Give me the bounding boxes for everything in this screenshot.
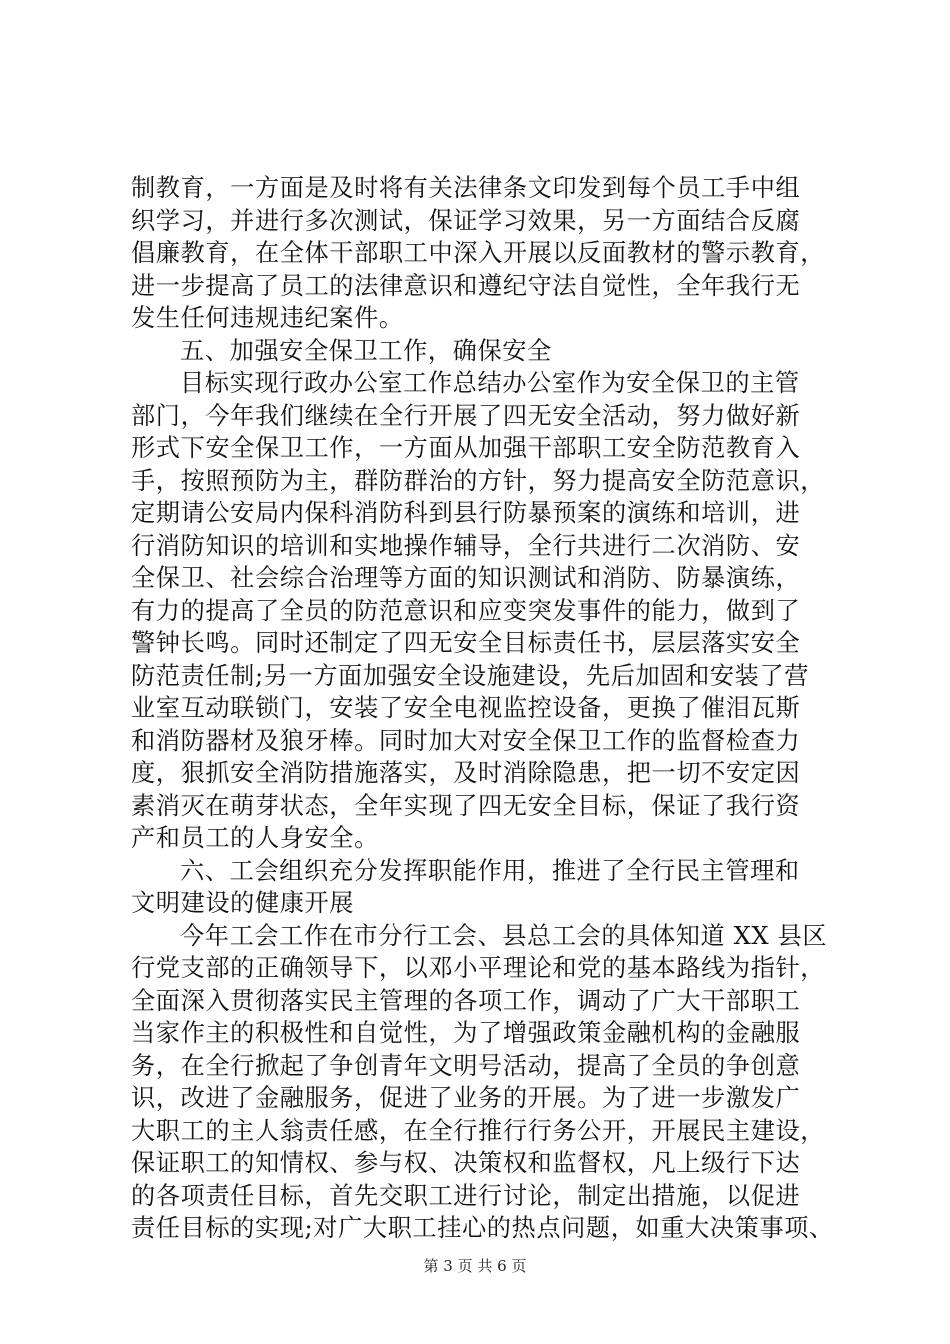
text-line: 织学习，并进行多次测试，保证学习效果，另一方面结合反腐: [131, 206, 801, 235]
section-heading-6: 六、工会组织充分发挥职能作用，推进了全行民主管理和: [180, 856, 800, 885]
text-line: 业室互动联锁门，安装了安全电视监控设备，更换了催泪瓦斯: [131, 694, 801, 722]
text-line: 行党支部的正确领导下，以邓小平理论和党的基本路线为指针，: [131, 954, 826, 982]
text-line: 有力的提高了全员的防范意识和应变突发事件的能力，做到了: [131, 596, 801, 625]
text-line: 保证职工的知情权、参与权、决策权和监督权，凡上级行下达: [131, 1149, 801, 1177]
text-line: 进一步提高了员工的法律意识和遵纪守法自觉性，全年我行无: [131, 271, 801, 300]
text-line: 全保卫、社会综合治理等方面的知识测试和消防、防暴演练，: [131, 564, 801, 592]
page-number-footer: 第 3 页 共 6 页: [423, 1257, 527, 1275]
text-line: 警钟长鸣。同时还制定了四无安全目标责任书，层层落实安全: [131, 629, 801, 657]
text-line: 目标实现行政办公室工作总结办公室作为安全保卫的主管: [180, 369, 800, 397]
text-line: 制教育，一方面是及时将有关法律条文印发到每个员工手中组: [131, 174, 801, 202]
text-line: 行消防知识的培训和实地操作辅导，全行共进行二次消防、安: [131, 531, 801, 560]
text-line: 手，按照预防为主，群防群治的方针，努力提高安全防范意识，: [131, 466, 826, 495]
text-line: 文明建设的健康开展: [131, 889, 355, 917]
text-line: 责任目标的实现;对广大职工挂心的热点问题，如重大决策事项、: [131, 1214, 834, 1242]
text-line: 度，狠抓安全消防措施落实，及时消除隐患，把一切不安定因: [131, 759, 801, 787]
text-line: 今年工会工作在市分行工会、县总工会的具体知道 XX 县区: [180, 921, 828, 950]
section-heading-5: 五、加强安全保卫工作，确保安全: [180, 336, 552, 365]
text-line: 定期请公安局内保科消防科到县行防暴预案的演练和培训，进: [131, 499, 801, 527]
text-line: 大职工的主人翁责任感，在全行推行行务公开，开展民主建设，: [131, 1116, 826, 1145]
text-line: 产和员工的人身安全。: [131, 824, 379, 852]
text-line: 务，在全行掀起了争创青年文明号活动，提高了全员的争创意: [131, 1051, 801, 1080]
text-line: 部门，今年我们继续在全行开展了四无安全活动，努力做好新: [131, 401, 801, 430]
text-line: 全面深入贯彻落实民主管理的各项工作，调动了广大干部职工: [131, 986, 801, 1015]
text-line: 的各项责任目标，首先交职工进行讨论，制定出措施，以促进: [131, 1181, 801, 1210]
text-line: 素消灭在萌芽状态，全年实现了四无安全目标，保证了我行资: [131, 791, 801, 820]
text-line: 当家作主的积极性和自觉性，为了增强政策金融机构的金融服: [131, 1019, 801, 1047]
text-line: 形式下安全保卫工作，一方面从加强干部职工安全防范教育入: [131, 434, 801, 462]
text-line: 和消防器材及狼牙棒。同时加大对安全保卫工作的监督检查力: [131, 726, 801, 755]
text-line: 发生任何违规违纪案件。: [131, 304, 404, 332]
text-line: 倡廉教育，在全体干部职工中深入开展以反面教材的警示教育，: [131, 239, 826, 267]
text-line: 防范责任制;另一方面加强安全设施建设，先后加固和安装了营: [131, 661, 810, 690]
text-line: 识，改进了金融服务，促进了业务的开展。为了进一步激发广: [131, 1084, 801, 1112]
